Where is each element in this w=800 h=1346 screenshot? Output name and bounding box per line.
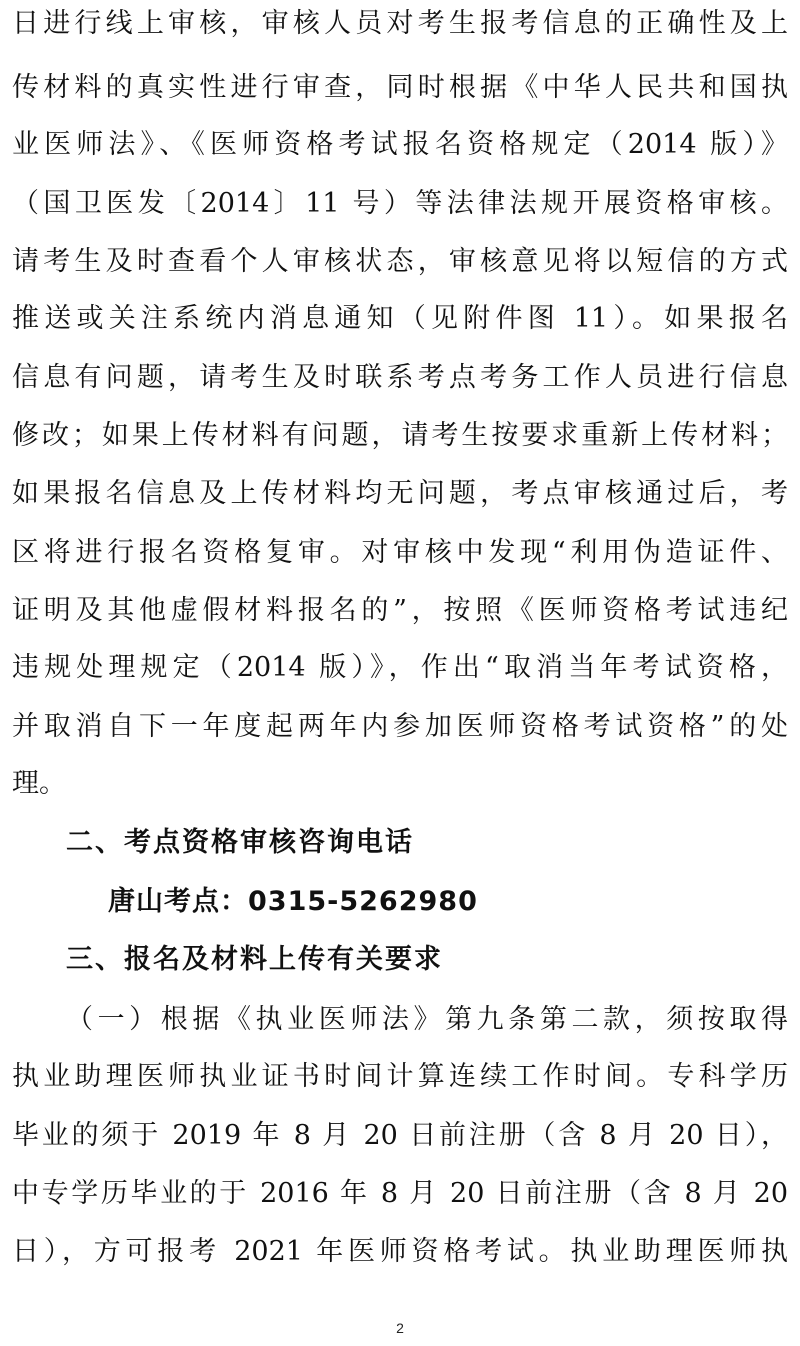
page-number: 2: [396, 1320, 404, 1336]
paragraph-line: （国卫医发〔2014〕11 号）等法律法规开展资格审核。: [12, 188, 788, 219]
section-2-heading: 二、考点资格审核咨询电话: [66, 827, 414, 858]
paragraph-line: 请考生及时查看个人审核状态，审核意见将以短信的方式: [12, 246, 788, 277]
paragraph-line: 并取消自下一年度起两年内参加医师资格考试资格”的处: [12, 711, 788, 742]
paragraph-line: 区将进行报名资格复审。对审核中发现“利用伪造证件、: [12, 537, 788, 568]
contact-phone-line: 唐山考点：0315-5262980: [108, 886, 478, 917]
paragraph-line: 执业助理医师执业证书时间计算连续工作时间。专科学历: [12, 1061, 788, 1092]
paragraph-line: （一）根据《执业医师法》第九条第二款，须按取得: [66, 1004, 788, 1035]
paragraph-line: 日），方可报考 2021 年医师资格考试。执业助理医师执: [12, 1236, 788, 1267]
paragraph-line: 毕业的须于 2019 年 8 月 20 日前注册（含 8 月 20 日），: [12, 1120, 788, 1151]
paragraph-line: 证明及其他虚假材料报名的”，按照《医师资格考试违纪: [12, 595, 788, 626]
paragraph-line: 修改；如果上传材料有问题，请考生按要求重新上传材料；: [12, 420, 788, 451]
paragraph-line-last: 理。: [12, 768, 66, 799]
paragraph-line: 中专学历毕业的于 2016 年 8 月 20 日前注册（含 8 月 20: [12, 1178, 788, 1209]
paragraph-line: 信息有问题，请考生及时联系考点考务工作人员进行信息: [12, 362, 788, 393]
paragraph-line: 如果报名信息及上传材料均无问题，考点审核通过后，考: [12, 478, 788, 509]
paragraph-line: 业医师法》、《医师资格考试报名资格规定（2014 版）》: [12, 129, 788, 160]
paragraph-line: 日进行线上审核，审核人员对考生报考信息的正确性及上: [12, 8, 788, 39]
paragraph-line: 推送或关注系统内消息通知（见附件图 11）。如果报名: [12, 303, 788, 334]
section-3-heading: 三、报名及材料上传有关要求: [66, 944, 443, 975]
paragraph-line: 违规处理规定（2014 版）》，作出“取消当年考试资格，: [12, 652, 788, 683]
paragraph-line: 传材料的真实性进行审查，同时根据《中华人民共和国执: [12, 72, 788, 103]
